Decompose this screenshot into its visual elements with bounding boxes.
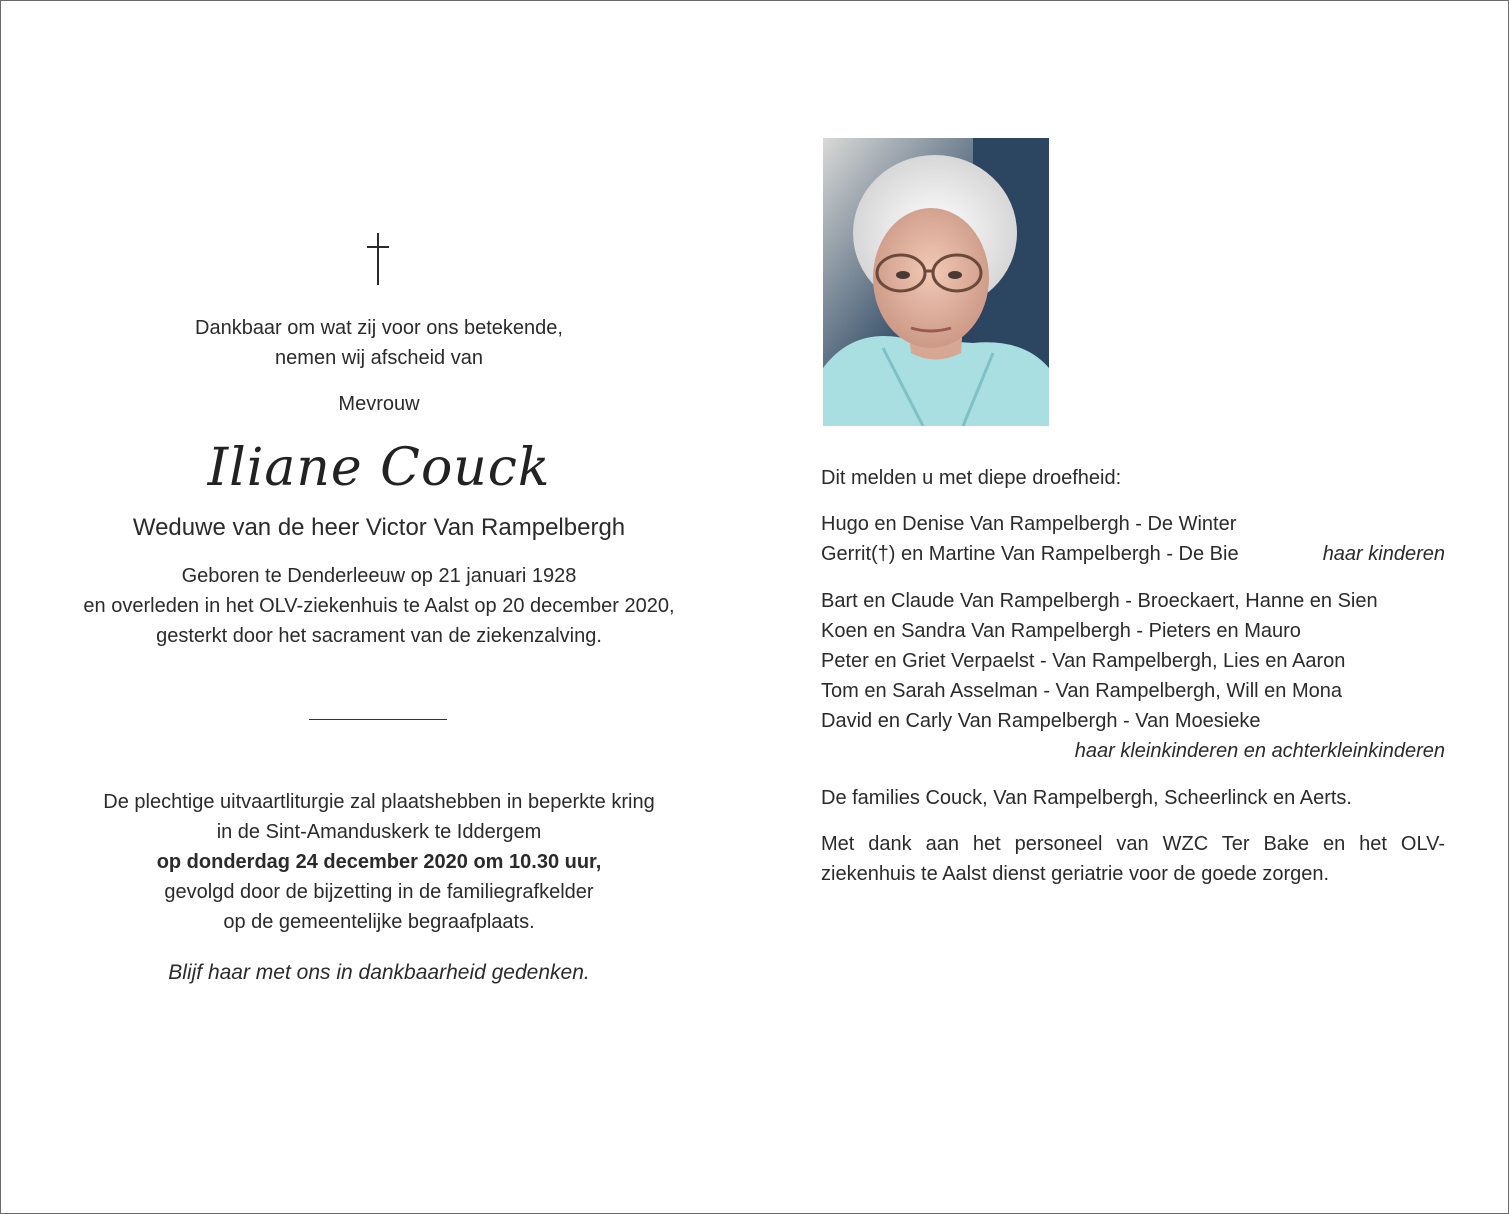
families-line: De families Couck, Van Rampelbergh, Scheerlinck en Aerts. xyxy=(821,787,1352,809)
grandchild-line: Bart en Claude Van Rampelbergh - Broeckaert, Hanne en Sien xyxy=(821,590,1378,612)
grandchild-line: Koen en Sandra Van Rampelbergh - Pieters en Mauro xyxy=(821,620,1301,642)
honorific: Mevrouw xyxy=(338,393,420,415)
funeral-text xyxy=(1,787,757,937)
children-list xyxy=(821,509,1445,569)
list-item xyxy=(821,706,1445,736)
grandchildren-list xyxy=(821,586,1445,766)
sacrament-line: gesterkt door het sacrament van de ziekenzalving. xyxy=(156,625,602,647)
list-item xyxy=(821,736,1445,766)
list-item xyxy=(821,646,1445,676)
list-item xyxy=(821,586,1445,616)
funeral-line: op de gemeentelijke begraafplaats. xyxy=(223,911,535,933)
intro-line: Dankbaar om wat zij voor ons betekende, xyxy=(195,317,563,339)
widow-of: Weduwe van de heer Victor Van Rampelbergh xyxy=(132,514,626,541)
list-item xyxy=(821,539,1445,569)
children-label: haar kinderen xyxy=(1322,543,1445,565)
announcement: Dit melden u met diepe droefheid: xyxy=(821,467,1122,489)
funeral-line: in de Sint-Amanduskerk te Iddergem xyxy=(216,821,542,843)
intro-text xyxy=(1,313,757,373)
child-line: Hugo en Denise Van Rampelbergh - De Winter xyxy=(821,513,1237,535)
deceased-name: Iliane Couck xyxy=(207,438,551,498)
grandchild-line: Peter en Griet Verpaelst - Van Rampelbergh, Lies en Aaron xyxy=(821,650,1346,672)
divider-line xyxy=(309,719,447,720)
death-line: en overleden in het OLV-ziekenhuis te Aalst op 20 december 2020, xyxy=(83,595,675,617)
list-item xyxy=(821,676,1445,706)
funeral-line: De plechtige uitvaartliturgie zal plaatshebben in beperkte kring xyxy=(103,791,655,813)
left-panel xyxy=(1,1,757,1213)
grandchild-line: David en Carly Van Rampelbergh - Van Moesieke xyxy=(821,710,1261,732)
cross-icon xyxy=(367,233,389,285)
birth-line: Geboren te Denderleeuw op 21 januari 1928 xyxy=(181,565,577,587)
child-line: Gerrit(†) en Martine Van Rampelbergh - De Bie xyxy=(821,543,1239,565)
birth-death-text xyxy=(1,561,757,651)
funeral-line: gevolgd door de bijzetting in de familiegrafkelder xyxy=(164,881,594,903)
intro-line: nemen wij afscheid van xyxy=(275,347,483,369)
grandchild-line: Tom en Sarah Asselman - Van Rampelbergh, Will en Mona xyxy=(821,680,1342,702)
list-item xyxy=(821,509,1445,539)
closing-phrase: Blijf haar met ons in dankbaarheid gedenken. xyxy=(168,961,590,984)
funeral-date: op donderdag 24 december 2020 om 10.30 uur, xyxy=(156,851,602,873)
list-item xyxy=(821,616,1445,646)
thanks-paragraph: Met dank aan het personeel van WZC Ter Bake en het OLV-ziekenhuis te Aalst dienst geriatrie voor de goede zorgen. xyxy=(821,833,1445,885)
portrait-photo xyxy=(823,138,1049,426)
grandchildren-label: haar kleinkinderen en achterkleinkinderen xyxy=(1074,740,1445,762)
